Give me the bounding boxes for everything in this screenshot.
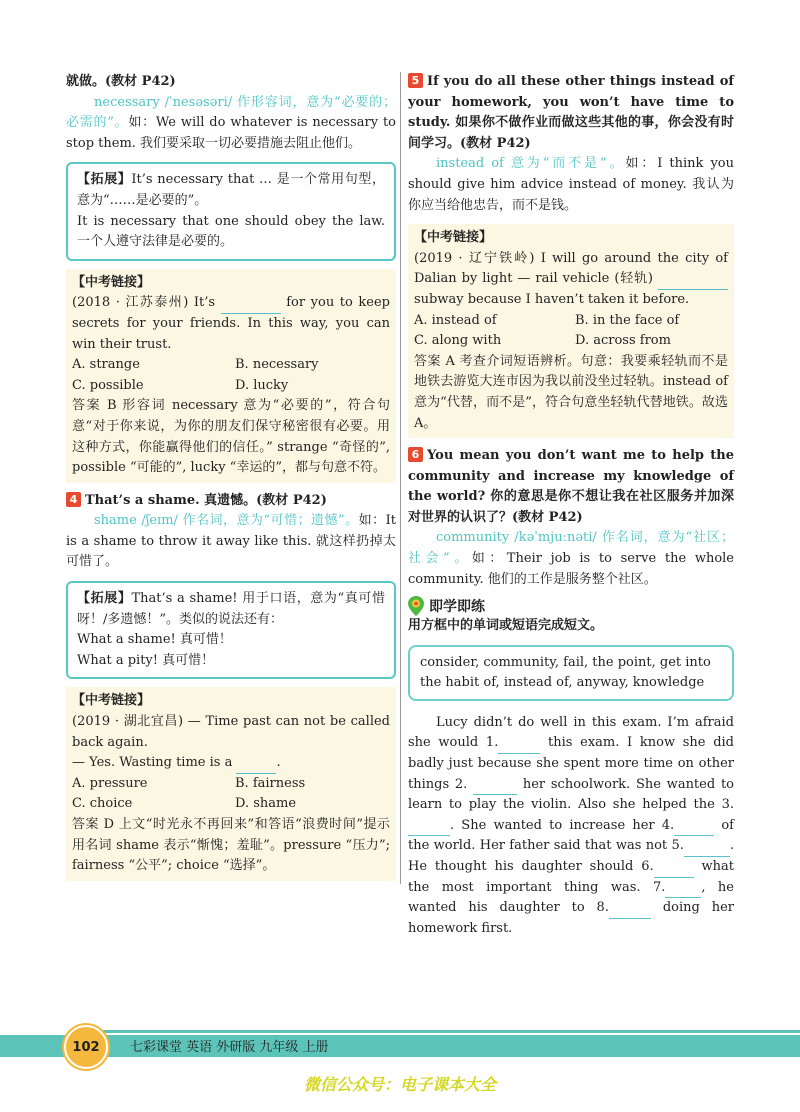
link3-question [414, 249, 728, 311]
link1-options [72, 355, 390, 396]
blank-5 [684, 842, 730, 857]
passage-seg: . She wanted to increase her 4. [450, 817, 675, 833]
option-b: B. fairness [235, 775, 306, 791]
blank-4 [674, 821, 714, 836]
wechat-watermark: 微信公众号：电子课本大全 [303, 1075, 496, 1094]
link1-q-a: (2018 · 江苏泰州) It’s [72, 295, 216, 311]
box2-line1: That’s a shame! 用于口语，意为“真可惜呀！/多遗憾！”。类似的说法还有： [77, 591, 385, 627]
blank-8 [609, 904, 651, 919]
box1-line1: It’s necessary that … 是一个常用句型，意为“……是必要的”。 [77, 172, 385, 208]
book-info: 七彩课堂 英语 外研版 九年级 上册 [130, 1040, 329, 1055]
link3-answer: 答案 A 考查介词短语辨析。句意：我要乘轻轨而不是地铁去游览大连市因为我以前没坐过轻轨。instead of 意为“代替，而不是”，符合句意坐轻轨代替地铁。故选 A。 [414, 353, 728, 431]
item5-body [408, 154, 734, 216]
left-column [66, 72, 396, 889]
right-column [408, 72, 734, 939]
passage-seg: what the most important thing was. 7. [408, 859, 734, 895]
blank-2 [473, 780, 517, 795]
item4-body [66, 511, 396, 573]
option-a: A. instead of [414, 312, 497, 328]
exam-link-2 [66, 687, 396, 880]
word-shame: shame /ʃeɪm/ 作名词，意为“可惜；遗憾”。 [94, 513, 359, 529]
box1-line2: It is necessary that one should obey the law. 一个人遵守法律是必要的。 [77, 213, 385, 250]
p1-head: 就做。(教材 P42) [66, 74, 176, 89]
exam-link-3 [408, 224, 734, 438]
option-c: C. choice [72, 796, 133, 812]
link1-q-b: for you to keep secrets for your friends. In this way, you can win their trust. [72, 295, 391, 352]
link1-question [72, 293, 390, 355]
blank [221, 299, 281, 314]
link1-head: 【中考链接】 [72, 274, 151, 290]
item4-title: That’s a shame. 真遗憾。(教材 P42) [85, 492, 327, 508]
link3-q-a: (2019 · 辽宁铁岭) I will go around the city of Dalian by light — rail vehicle (轻轨) [414, 250, 728, 287]
passage-seg: . He thought his daughter should 6. [408, 838, 734, 874]
link2-question1: (2019 · 湖北宜昌) — Time past can not be called back again. [72, 714, 390, 750]
link3-q-b: subway because I haven’t taken it before. [414, 291, 690, 307]
option-c: C. possible [72, 377, 144, 393]
column-divider [400, 72, 401, 884]
word-box: consider, community, fail, the point, get into the habit of, instead of, anyway, knowledge [408, 645, 734, 701]
link2-answer: 答案 D 上文“时光永不再回来”和答语“浪费时间”提示用名词 shame 表示“惭愧；羞耻”。pressure “压力”; fairness “公平”; choice “选择”。 [72, 817, 390, 874]
item6-example: 如：Their job is to serve the whole community. 他们的工作是服务整个社区。 [408, 551, 734, 587]
link2-head: 【中考链接】 [72, 693, 151, 709]
box2-line2: What a shame! 真可惜！ [77, 632, 232, 648]
item-number: 5 [408, 73, 423, 88]
passage [408, 713, 734, 940]
option-a: A. strange [72, 357, 140, 373]
word-community: community /kəˈmjuːnəti/ 作名词，意为“社区；社会”。 [408, 530, 734, 567]
blank-6 [654, 863, 694, 878]
link3-options [414, 311, 728, 352]
link1-answer: 答案 B 形容词 necessary 意为“必要的”，符合句意“对于你来说，为你的朋友们保守秘密很有必要。用这种方式，你能赢得他们的信任。” strange “奇怪的”, possible “可能的”, lucky “幸运的”，都与句意不符。 [72, 398, 390, 476]
box1-head: 【拓展】 [77, 172, 132, 188]
page-number: 102 [72, 1039, 100, 1055]
option-d: D. shame [235, 796, 297, 812]
passage-seg: doing her homework first. [408, 900, 734, 936]
item5-example: 如：I think you should give him advice instead of money. 我认为你应当给他忠告，而不是钱。 [408, 156, 735, 213]
passage-seg: her schoolwork. She wanted to learn to play the violin. Also she helped the 3. [408, 776, 734, 813]
item4-example: 如：It is a shame to throw it away like this. 就这样扔掉太可惜了。 [66, 513, 396, 570]
option-c: C. along with [414, 333, 502, 349]
footer-band [0, 1035, 800, 1057]
link2-question2 [72, 753, 390, 774]
option-b: B. necessary [235, 357, 319, 373]
blank-3 [408, 821, 450, 836]
box2-head: 【拓展】 [77, 591, 132, 607]
page-number-badge [64, 1025, 108, 1069]
option-d: D. across from [575, 333, 671, 349]
item6-title: You mean you don’t want me to help the community and increase my knowledge of the world? 你的意思是你不想让我在社区服务并加深对世界的认识了？(教材 P42) [408, 448, 734, 525]
item-number: 4 [66, 492, 81, 507]
link2-q2b: . [276, 755, 281, 771]
item6-body [408, 528, 734, 590]
p1-body [66, 93, 396, 155]
link2-options [72, 774, 390, 815]
exam-link-1 [66, 269, 396, 483]
location-pin-icon [408, 596, 424, 616]
passage-seg: this exam. I know she did badly just because she spent more time on other things 2. [408, 735, 734, 792]
option-a: A. pressure [72, 775, 148, 791]
blank-1 [498, 739, 540, 754]
passage-seg: Lucy didn’t do well in this exam. I’m afraid she would 1. [408, 714, 734, 751]
practice-title [408, 596, 734, 616]
link3-head: 【中考链接】 [414, 230, 493, 246]
blank [236, 759, 276, 774]
item4-head [66, 491, 396, 512]
p1-example: 如：We will do whatever is necessary to stop them. 我们要采取一切必要措施去阻止他们。 [66, 115, 396, 151]
passage-seg: of the world. Her father said that was not 5. [408, 817, 734, 854]
blank-7 [665, 883, 701, 898]
item6-head [408, 446, 734, 528]
extension-box-1 [66, 162, 396, 260]
link2-q2a: — Yes. Wasting time is a [72, 755, 233, 771]
item5-title: If you do all these other things instead of your homework, you won’t have time to study. 如果你不做作业而做这些其他的事，你会没有时间学习。(教材 P42) [408, 74, 734, 151]
passage-seg: , he wanted his daughter to 8. [408, 879, 734, 916]
option-d: D. lucky [235, 377, 289, 393]
item-number: 6 [408, 447, 423, 462]
option-b: B. in the face of [575, 312, 680, 328]
word-necessary: necessary /ˈnesəsəri/ 作形容词，意为“必要的；必需的”。 [66, 94, 396, 131]
blank [658, 275, 728, 290]
item5-head [408, 72, 734, 154]
footer-line [96, 1030, 800, 1033]
practice-title-text: 即学即练 [429, 599, 485, 616]
word-instead-of: instead of 意为“而不是”。 [436, 156, 626, 172]
practice-instruction: 用方框中的单词或短语完成短文。 [408, 618, 604, 634]
box2-line3: What a pity! 真可惜！ [77, 652, 215, 668]
extension-box-2 [66, 581, 396, 679]
